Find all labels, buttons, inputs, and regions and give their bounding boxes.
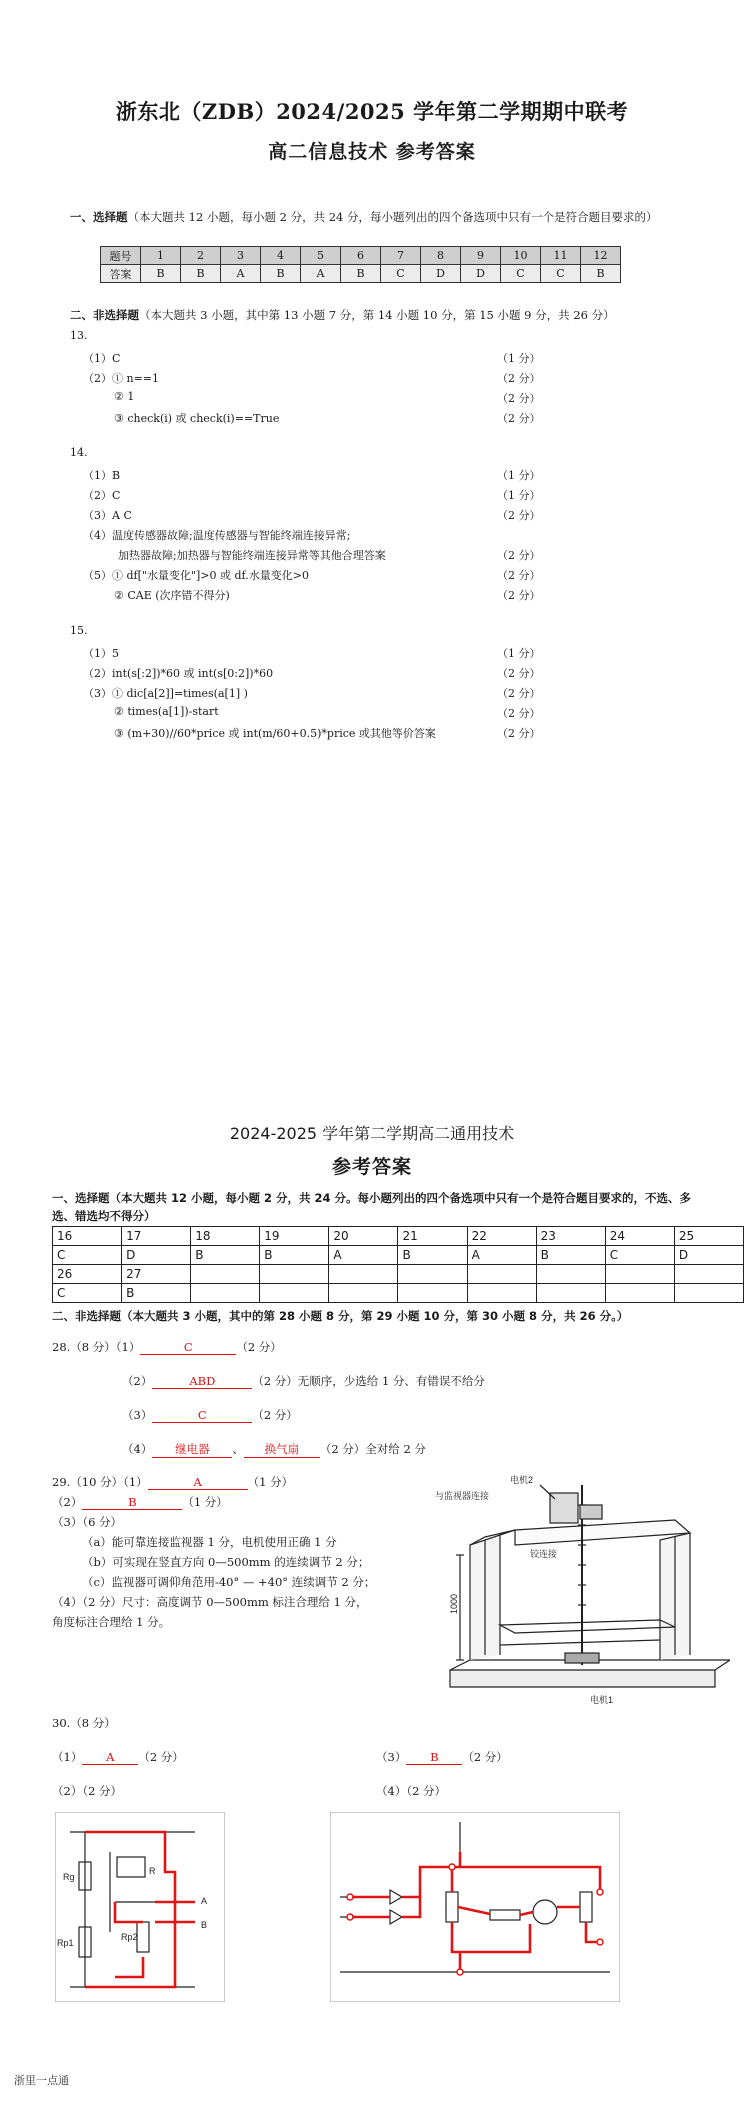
answer-blank: 继电器: [152, 1441, 232, 1458]
q15-score: （1 分）: [497, 647, 541, 660]
page-subtitle: 高二信息技术 参考答案: [268, 141, 476, 163]
q13-score: （2 分）: [497, 392, 541, 405]
q30-header: 30.（8 分）: [52, 1716, 116, 1730]
answer-table-info: 题号 1 2 3 4 5 6 7 8 9 10 11 12 答案 B B A B A B C D D C C B: [100, 246, 621, 283]
q15-line: （1）5: [83, 647, 119, 660]
answer-blank: ABD: [152, 1374, 252, 1389]
q15-line: ② times(a[1])-start: [114, 705, 219, 718]
label-motor1: 电机1: [590, 1695, 614, 1705]
q29-line-c: （c）监视器可调仰角范用-40° — +40° 连续调节 2 分；: [82, 1575, 376, 1589]
part2-section2-header: 二、非选择题（本大题共 3 小题，其中的第 28 小题 8 分，第 29 小题 10 分，第 30 小题 8 分，共 26 分。）: [52, 1309, 629, 1323]
watermark: 浙里一点通: [14, 2075, 69, 2087]
table-row-label: 题号: [101, 247, 141, 265]
label-rp: R: [149, 1866, 156, 1876]
label-motor2: 电机2: [510, 1475, 534, 1485]
q30-line-4: （4）（2 分）: [376, 1784, 447, 1798]
q29-line-b: （b）可实现在竖直方向 0—500mm 的连续调节 2 分；: [82, 1555, 370, 1569]
q15-line: ③ (m+30)//60*price 或 int(m/60+0.5)*price 或其他等价答案: [114, 727, 436, 740]
q14-score: （2 分）: [497, 589, 541, 602]
q28-line-3: （3） C （2 分）: [122, 1408, 298, 1422]
label-rp2: Rp2: [121, 1932, 138, 1942]
q13-score: （2 分）: [497, 412, 541, 425]
q28-line-2: （2） ABD （2 分）无顺序，少选给 1 分、有错误不给分: [122, 1374, 485, 1388]
page-title: 浙东北（ZDB）2024/2025 学年第二学期期中联考: [115, 99, 629, 124]
label-terminal-b: B: [201, 1920, 208, 1930]
q29-line-a: （a）能可靠连接监视器 1 分，电机使用正确 1 分: [82, 1535, 337, 1549]
q29-line-d1: （4）（2 分）尺寸：高度调节 0—500mm 标注合理给 1 分，: [52, 1595, 368, 1609]
q14-line: （4）温度传感器故障;温度传感器与智能终端连接异常;: [83, 529, 351, 542]
q14-score: （1 分）: [497, 469, 541, 482]
q15-number: 15.: [70, 624, 88, 637]
q29-line-1: 29.（10 分）（1） A （1 分）: [52, 1475, 294, 1489]
q15-line: （2）int(s[:2])*60 或 int(s[0:2])*60: [83, 667, 274, 680]
q15-score: （2 分）: [497, 687, 541, 700]
label-dimension: 1000: [449, 1593, 459, 1614]
label-hinge: 铰连接: [530, 1549, 558, 1559]
q13-line: ② 1: [114, 390, 135, 403]
circuit-diagram-q30-4: [330, 1812, 620, 2002]
answer-blank: 换气扇: [244, 1441, 320, 1458]
q14-score: （2 分）: [497, 549, 541, 562]
q13-number: 13.: [70, 329, 88, 342]
q29-line-d2: 角度标注合理给 1 分。: [52, 1615, 171, 1629]
answer-blank: A: [82, 1750, 138, 1765]
q13-score: （1 分）: [497, 352, 541, 365]
q15-score: （2 分）: [497, 707, 541, 720]
q14-line: ② CAE (次序错不得分): [114, 589, 230, 602]
q29-line-3: （3）（6 分）: [52, 1515, 123, 1529]
q15-score: （2 分）: [497, 667, 541, 680]
answer-blank: A: [148, 1475, 248, 1490]
q30-line-1: （1） A （2 分）: [52, 1750, 184, 1764]
q14-line: （2）C: [83, 489, 121, 502]
q28-line-4: （4） 继电器 、 换气扇 （2 分）全对给 2 分: [122, 1442, 426, 1456]
q14-line: （3）A C: [83, 509, 132, 522]
answer-blank: C: [152, 1408, 252, 1423]
q29-line-2: （2） B （1 分）: [52, 1495, 228, 1509]
q13-line: （1）C: [83, 352, 121, 365]
table-row-label: 答案: [101, 265, 141, 283]
monitor-stand-figure: [430, 1465, 730, 1710]
section-choice-header: 一、选择题（本大题共 12 小题，每小题 2 分，共 24 分，每小题列出的四个备选项中只有一个是符合题目要求的）: [70, 210, 658, 224]
q30-line-3: （3） B （2 分）: [376, 1750, 508, 1764]
answer-blank: B: [406, 1750, 462, 1765]
q14-score: （1 分）: [497, 489, 541, 502]
label-rg: Rg: [63, 1872, 75, 1882]
answer-blank: C: [140, 1340, 236, 1355]
q14-number: 14.: [70, 446, 88, 459]
q30-line-2: （2）（2 分）: [52, 1784, 123, 1798]
q13-line: （2）① n==1: [83, 372, 160, 385]
q14-line: （1）B: [83, 469, 121, 482]
answer-blank: B: [82, 1495, 182, 1510]
part2-section1-header: 一、选择题（本大题共 12 小题，每小题 2 分，共 24 分。每小题列出的四个备选项中只有一个是符合题目要求的，不选、多选、错选均不得分）: [52, 1191, 692, 1223]
q14-line: 加热器故障;加热器与智能终端连接异常等其他合理答案: [118, 549, 386, 562]
q14-score: （2 分）: [497, 509, 541, 522]
q13-line: ③ check(i) 或 check(i)==True: [114, 412, 280, 425]
q28-line-1: 28.（8 分）（1） C （2 分）: [52, 1340, 282, 1354]
section-nonchoice-header: 二、非选择题（本大题共 3 小题，其中第 13 小题 7 分，第 14 小题 10 分，第 15 小题 9 分，共 26 分）: [70, 308, 615, 322]
circuit-diagram-q30-2: [55, 1812, 225, 2002]
label-terminal-a: A: [201, 1896, 208, 1906]
q14-score: （2 分）: [497, 569, 541, 582]
q13-score: （2 分）: [497, 372, 541, 385]
q15-line: （3）① dic[a[2]]=times(a[1] ): [83, 687, 248, 700]
q14-line: （5）① df["水量变化"]>0 或 df.水量变化>0: [83, 569, 309, 582]
label-connect: 与监视器连接: [435, 1491, 490, 1501]
part2-subtitle: 参考答案: [331, 1156, 412, 1178]
part2-title: 2024-2025 学年第二学期高二通用技术: [229, 1124, 515, 1143]
label-rp1: Rp1: [57, 1938, 74, 1948]
q15-score: （2 分）: [497, 727, 541, 740]
answer-table-tech: 16 17 18 19 20 21 22 23 24 25 C D B B A B A B C D 26 27 C B: [52, 1226, 744, 1303]
